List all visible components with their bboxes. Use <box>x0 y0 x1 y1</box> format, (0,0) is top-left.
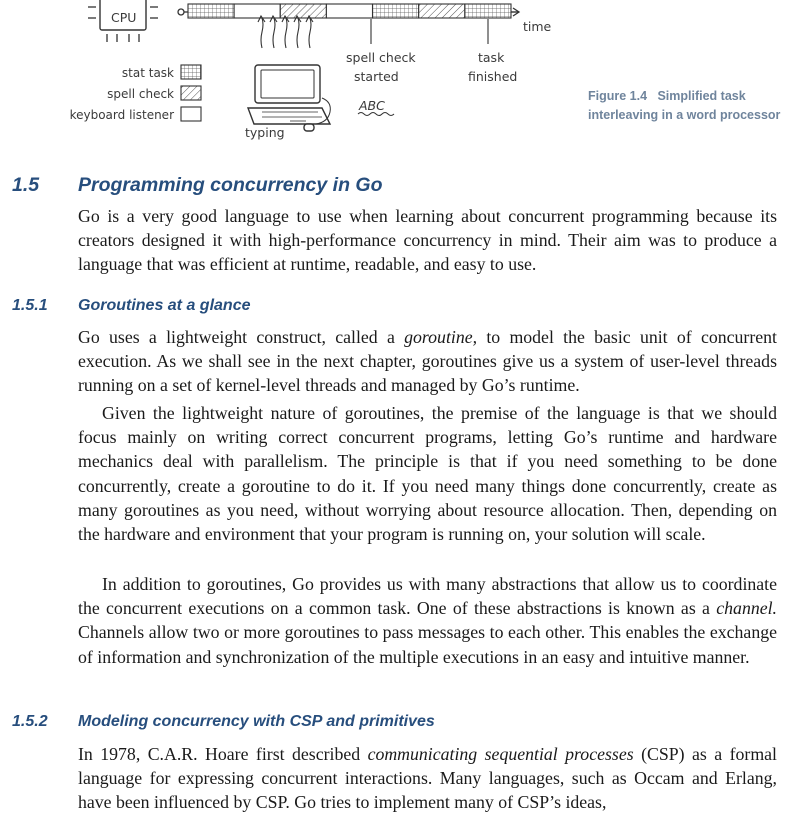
subsection-number: 1.5.1 <box>12 297 48 314</box>
paragraph-csp <box>78 742 777 815</box>
typing-label: typing <box>245 125 285 140</box>
figure-diagram <box>0 0 800 165</box>
legend-label-keyboard-listener: keyboard listener <box>69 108 174 122</box>
text-run: to model the basic unit of concurrent execution. As we shall see in the next chapter, goroutines give us a system of user-level threads running on a set of kernel-level threads and managed by Go’s runtime. <box>78 327 777 396</box>
subsection-title: Goroutines at a glance <box>78 297 251 314</box>
spell-check-started-line2: started <box>354 69 399 84</box>
timeline-segment-hatch <box>280 4 326 18</box>
timeline-segment-grid <box>465 4 511 18</box>
text-run: (CSP) as a formal language for expressing concurrent interactions. Many languages, such as Occam and Erlang, have been influenced by CSP. Go tries to implement many of CSP’s ideas, <box>78 744 777 813</box>
timeline-segment-grid <box>373 4 419 18</box>
cpu-chip-icon <box>88 0 158 42</box>
text-run: Channels allow two or more goroutines to pass messages to each other. This enables the exchange of information and synchronization of the multiple executions in an easy and intuitive manner. <box>78 622 777 667</box>
term-channel: channel. <box>716 598 777 619</box>
paragraph-channels <box>78 572 777 669</box>
timeline <box>178 4 552 34</box>
spell-check-started-line1: spell check <box>346 50 416 65</box>
abc-label: ABC <box>359 98 385 113</box>
figure-caption-number: Figure 1.4 <box>588 89 648 103</box>
legend-swatch-stat-task <box>181 65 201 79</box>
figure-caption-text: Simplified task interleaving in a word processor <box>588 89 781 122</box>
figure-1-4 <box>0 0 800 165</box>
timeline-segment-plain <box>326 4 372 18</box>
spelling-error-icon <box>358 98 394 116</box>
subsection-number: 1.5.2 <box>12 713 48 730</box>
paragraph-lightweight <box>78 401 777 546</box>
task-finished-line1: task <box>478 50 505 65</box>
text-run: In 1978, C.A.R. Hoare first described <box>78 744 368 764</box>
computer-icon <box>248 65 330 131</box>
subsection-title: Modeling concurrency with CSP and primitives <box>78 713 435 730</box>
term-goroutine: goroutine, <box>404 327 478 347</box>
legend-swatch-spell-check <box>181 86 201 100</box>
timeline-segment-hatch <box>419 4 465 18</box>
paragraph-goroutines <box>78 325 777 398</box>
section-number: 1.5 <box>12 174 40 196</box>
figure-legend <box>70 65 201 122</box>
legend-label-spell-check: spell check <box>107 87 174 101</box>
figure-caption <box>588 87 788 125</box>
text-run: Given the lightweight nature of goroutines, the premise of the language is that we should focus mainly on writing correct concurrent programs, letting Go’s runtime and hardware mechanics deal with parallelism. The principle is that if you need something to be done concurrently, create a goroutine to do it. If you need many things done concurrently, create as many goroutines as you need, without worrying about resource allocation. Then, depending on the hardware and environment that your program is running on, your solution will scale. <box>78 403 777 545</box>
cpu-label: CPU <box>111 10 137 25</box>
timeline-segment-grid <box>188 4 234 18</box>
task-finished-line2: finished <box>468 69 518 84</box>
keystroke-arrows <box>258 16 313 48</box>
paragraph-intro: Go is a very good language to use when learning about concurrent programming because its creators designed it with high-performance concurrency in mind. Their aim was to produce a language that was efficient at runtime, readable, and easy to use. <box>78 206 777 275</box>
term-csp: communicating sequential processes <box>367 744 634 764</box>
text-run: In addition to goroutines, Go provides us with many abstractions that allow us to coordinate the concurrent executions on a common task. One of these abstractions is known as a <box>78 574 777 619</box>
section-title: Programming concurrency in Go <box>78 174 383 196</box>
legend-swatch-keyboard-listener <box>181 107 201 121</box>
legend-label-stat-task: stat task <box>121 66 174 80</box>
text-run: Go uses a lightweight construct, called a <box>78 327 405 347</box>
time-label: time <box>523 19 552 34</box>
